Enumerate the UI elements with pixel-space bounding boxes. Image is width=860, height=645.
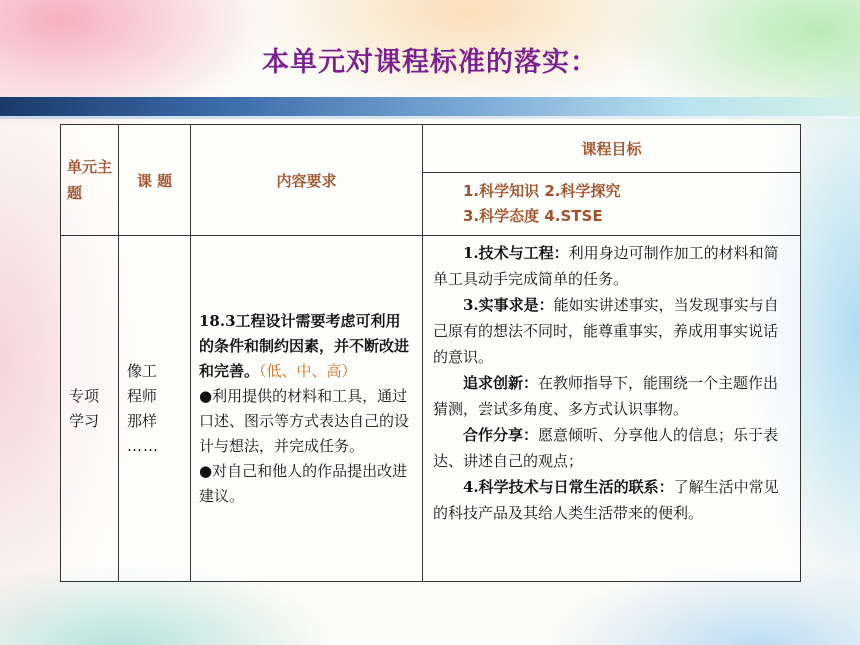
cell-topic xyxy=(119,236,191,582)
goal-item: 4.科学技术与日常生活的联系：了解生活中常见的科技产品及其给人类生活带来的便利。 xyxy=(433,478,779,522)
header-unit-theme: 单元主题 xyxy=(61,125,119,236)
header-course-goals: 课程目标 xyxy=(423,125,801,173)
goal-list-line1: 1.科学知识 2.科学探究 xyxy=(463,182,621,200)
goal-list-line2: 3.科学态度 4.STSE xyxy=(463,207,603,225)
goal-item: 合作分享：愿意倾听、分享他人的信息；乐于表达、讲述自己的观点； xyxy=(433,426,779,470)
curriculum-table xyxy=(60,124,801,582)
topic-line4: …… xyxy=(127,436,159,455)
header-band-underline xyxy=(0,116,860,119)
slide-title: 本单元对课程标准的落实： xyxy=(262,47,598,78)
topic-line3: 那样 xyxy=(127,411,158,430)
requirement-main: 18.3工程设计需要考虑可利用的条件和制约因素，并不断改进和完善。 xyxy=(199,311,410,380)
goal-item: 3.实事求是：能如实讲述事实，当发现事实与自己原有的想法不同时，能尊重事实，养成用事实说话的意识。 xyxy=(433,296,779,366)
goal-item: 追求创新：在教师指导下，能围绕一个主题作出猜测，尝试多角度、多方式认识事物。 xyxy=(433,374,779,418)
requirement-level: （低、中、高） xyxy=(259,361,357,380)
header-goal-list xyxy=(423,173,801,236)
cell-course-goals xyxy=(423,236,801,582)
goal-item: 1.技术与工程：利用身边可制作加工的材料和简单工具动手完成简单的任务。 xyxy=(433,244,779,288)
header-content-requirement: 内容要求 xyxy=(191,125,423,236)
cell-unit-theme: 专项学习 xyxy=(61,236,119,582)
cell-content-requirement xyxy=(191,236,423,582)
header-topic: 课 题 xyxy=(119,125,191,236)
topic-line2: 程师 xyxy=(127,386,158,405)
header-band xyxy=(0,97,860,116)
requirement-bullet-2: ●对自己和他人的作品提出改进建议。 xyxy=(199,461,408,505)
topic-line1: 像工 xyxy=(127,361,158,380)
requirement-bullet-1: ●利用提供的材料和工具，通过口述、图示等方式表达自己的设计与想法，并完成任务。 xyxy=(199,386,410,455)
